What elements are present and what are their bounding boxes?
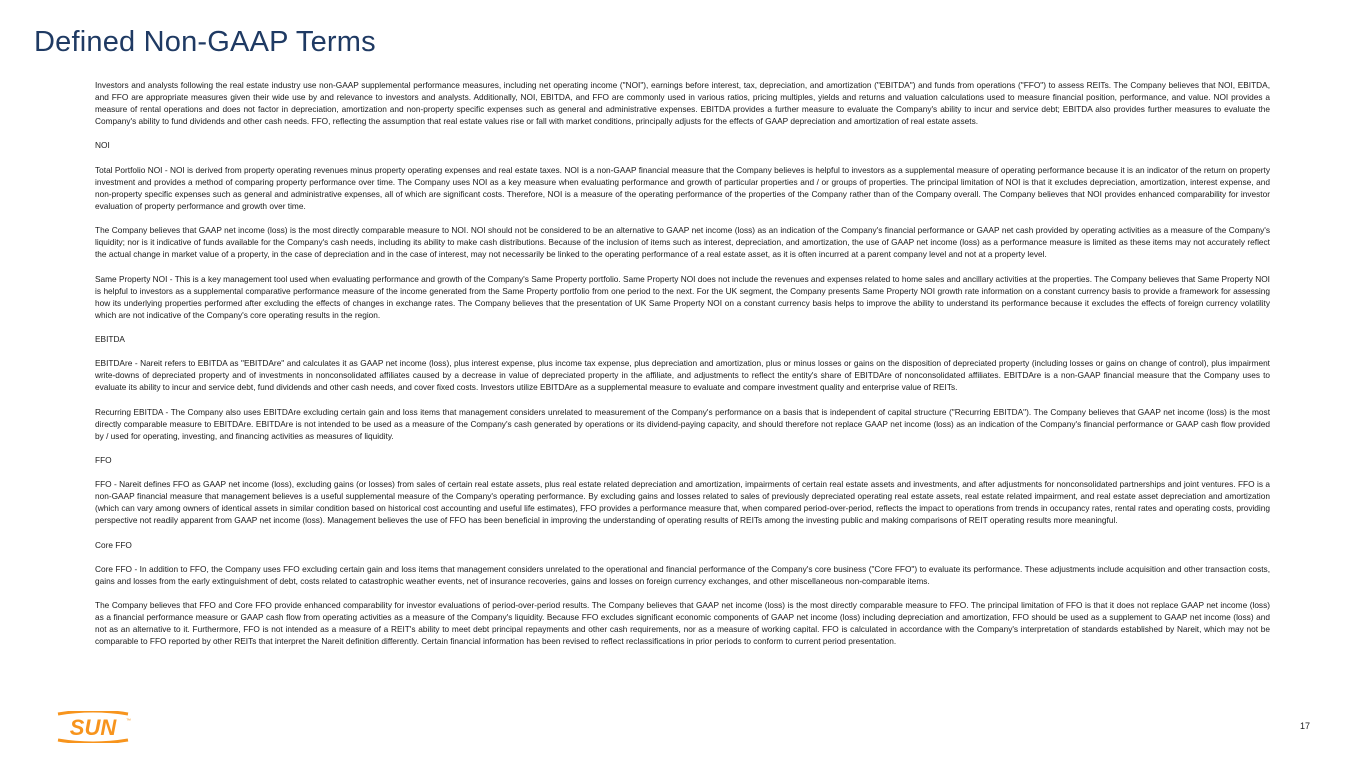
svg-text:SUN: SUN [69, 715, 117, 740]
paragraph-ebitdare: EBITDAre - Nareit refers to EBITDA as "EBITDAre" and calculates it as GAAP net income (loss), plus interest expense, plus income tax expense, plus depreciation and amortization, plus or minus losses or gains on the disposition of depreciated property (including losses or gains on change of control), plus impairment write-downs of depreciated property and of investments in nonconsolidated affiliates caused by a decrease in value of depreciated property in the affiliate, and adjustments to reflect the entity's share of EBITDAre of nonconsolidated affiliates. EBITDAre is a non-GAAP financial measure that the Company uses to evaluate its ability to incur and service debt, fund dividends and other cash needs, and cover fixed costs. Investors utilize EBITDAre as a supplemental measure to evaluate and compare investment quality and enterprise value of REITs. [95, 358, 1270, 393]
paragraph-same-property-noi: Same Property NOI - This is a key management tool used when evaluating performance and growth of the Company's Same Property portfolio. Same Property NOI does not include the revenues and expenses related to home sales and ancillary activities at the properties. The Company believes that Same Property NOI is helpful to investors as a supplemental comparative performance measure of the income generated from the Same Property portfolio from one period to the next. For the UK segment, the Company presents Same Property NOI growth rate information on a constant currency basis to provide a framework for assessing how its underlying properties performed after excluding the effects of changes in exchange rates. The Company believes that the presentation of UK Same Property NOI on a constant currency basis helps to improve the ability to understand its performance because it excludes the effects of foreign currency volatility which are not indicative of the Company's core operating results in the region. [95, 273, 1270, 320]
svg-text:™: ™ [126, 718, 131, 724]
section-heading-ebitda: EBITDA [95, 333, 125, 344]
page-title: Defined Non-GAAP Terms [34, 26, 376, 58]
section-heading-core-ffo: Core FFO [95, 539, 132, 550]
paragraph-ffo: FFO - Nareit defines FFO as GAAP net income (loss), excluding gains (or losses) from sales of certain real estate assets, plus real estate related depreciation and amortization, impairments of certain real estate assets and investments, and after adjustments for nonconsolidated partnerships and joint ventures. FFO is a non-GAAP financial measure that management believes is a useful supplemental measure of the Company's operating performance. By excluding gains and losses related to sales of previously depreciated operating real estate assets, real estate related impairment, and real estate asset depreciation and amortization (which can vary among owners of identical assets in similar condition based on historical cost accounting and useful life estimates), FFO provides a performance measure that, when compared period-over-period, reflects the impact to operations from trends in occupancy rates, rental rates and operating costs, providing perspective not readily apparent from GAAP net income (loss). Management believes the use of FFO has been beneficial in improving the understanding of operating results of REITs among the investing public and making comparisons of REIT operating results more meaningful. [95, 479, 1270, 526]
paragraph-core-ffo: Core FFO - In addition to FFO, the Company uses FFO excluding certain gain and loss items that management considers unrelated to the operational and financial performance of the Company's core business ("Core FFO") to evaluate its performance. These adjustments include acquisition and other transaction costs, gains and losses from the early extinguishment of debt, costs related to catastrophic weather events, net of insurance recoveries, gains and losses on foreign currency exchanges, and other miscellaneous non-comparable items. [95, 563, 1270, 586]
section-heading-noi: NOI [95, 140, 110, 151]
body-text [95, 79, 1270, 660]
paragraph-noi-comparable: The Company believes that GAAP net income (loss) is the most directly comparable measure to NOI. NOI should not be considered to be an alternative to GAAP net income (loss) as an indication of the Company's financial performance or GAAP net cash provided by operating activities as a measure of the Company's liquidity; nor is it indicative of funds available for the Company's cash needs, including its ability to make cash distributions. Because of the inclusion of items such as interest, depreciation, and amortization, the use of GAAP net income (loss) as a performance measure is limited as these items may not accurately reflect the actual change in market value of a property, in the case of depreciation and in the case of interest, may not necessarily be linked to the operating performance of a real estate asset, as it is often incurred at a parent company level and not at a property level. [95, 225, 1270, 260]
sun-logo [52, 711, 134, 743]
intro-paragraph: Investors and analysts following the real estate industry use non-GAAP supplemental performance measures, including net operating income ("NOI"), earnings before interest, tax, depreciation, and amortization ("EBITDA") and funds from operations ("FFO") to assess REITs. The Company believes that NOI, EBITDA, and FFO are appropriate measures given their wide use by and relevance to investors and analysts. Additionally, NOI, EBITDA, and FFO are commonly used in various ratios, pricing multiples, yields and returns and valuation calculations used to measure financial position, performance, and value. NOI provides a measure of rental operations and does not factor in depreciation, amortization and non-property specific expenses such as general and administrative expenses. EBITDA provides a further measure to evaluate the Company's ability to incur and service debt; EBITDA also provides further measures to evaluate the Company's ability to fund dividends and other cash needs. FFO, reflecting the assumption that real estate values rise or fall with market conditions, principally adjusts for the effects of GAAP depreciation and amortization of real estate assets. [95, 80, 1270, 127]
section-heading-ffo: FFO [95, 454, 112, 465]
page-number: 17 [1299, 721, 1310, 731]
paragraph-recurring-ebitda: Recurring EBITDA - The Company also uses EBITDAre excluding certain gain and loss items that management considers unrelated to measurement of the Company's performance on a basis that is independent of capital structure ("Recurring EBITDA"). The Company believes that GAAP net income (loss) is the most directly comparable measure to EBITDAre. EBITDAre is not intended to be used as a measure of the Company's cash generated by operations or its dividend-paying capacity, and should therefore not replace GAAP net income (loss) as an indication of the Company's financial performance or GAAP cash flow provided by / used for operating, investing, and financing activities as measures of liquidity. [95, 406, 1270, 441]
sun-logo-icon [52, 711, 134, 743]
paragraph-ffo-comparability: The Company believes that FFO and Core FFO provide enhanced comparability for investor evaluations of period-over-period results. The Company believes that GAAP net income (loss) is the most directly comparable measure to FFO. The principal limitation of FFO is that it does not replace GAAP net income (loss) as a financial performance measure or GAAP cash flow from operating activities as a measure of the Company's liquidity. Because FFO excludes significant economic components of GAAP net income (loss) including depreciation and amortization, FFO should be used as a supplement to GAAP net income (loss) and not as an alternative to it. Furthermore, FFO is not intended as a measure of a REIT's ability to meet debt principal repayments and other cash requirements, nor as a measure of working capital. FFO is calculated in accordance with the Company's interpretation of standards established by Nareit, which may not be comparable to FFO reported by other REITs that interpret the Nareit definition differently. Certain financial information has been revised to reflect reclassifications in prior periods to conform to current period presentation. [95, 600, 1270, 647]
paragraph-total-portfolio-noi: Total Portfolio NOI - NOI is derived from property operating revenues minus property operating expenses and real estate taxes. NOI is a non-GAAP financial measure that the Company believes is helpful to investors as a supplemental measure of operating performance because it is an indicator of the return on property investment and provides a method of comparing property performance over time. The Company uses NOI as a key measure when evaluating performance and growth of particular properties and / or groups of properties. The principal limitation of NOI is that it excludes depreciation, amortization, interest expense, and non-property specific expenses such as general and administrative expenses, all of which are significant costs. Therefore, NOI is a measure of the operating performance of the properties of the Company rather than of the Company overall. The Company believes that NOI provides enhanced comparability for investor evaluation of property performance and growth over time. [95, 164, 1270, 211]
